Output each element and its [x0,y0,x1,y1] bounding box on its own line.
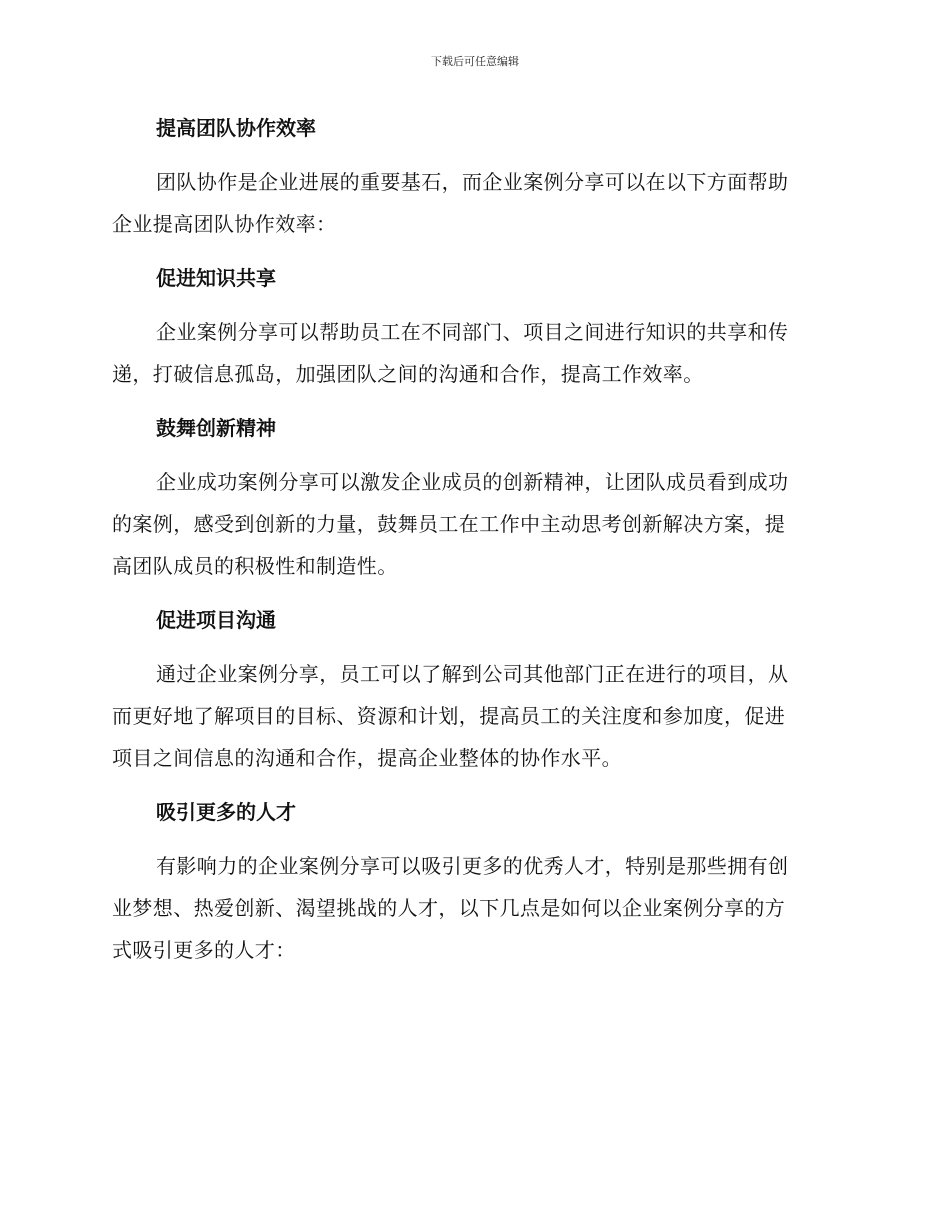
paragraph-line: 项目之间信息的沟通和合作，提高企业整体的协作水平。 [112,746,622,770]
paragraph-line: 通过企业案例分享，员工可以了解到公司其他部门正在进行的项目，从 [156,662,789,686]
paragraph-line: 企业提高团队协作效率： [112,212,337,236]
page-header: 下载后可任意编辑 [431,55,519,68]
paragraph-project-communication [112,653,830,779]
paragraph-line: 团队协作是企业进展的重要基石，而企业案例分享可以在以下方面帮助 [156,170,789,194]
paragraph-team-efficiency [112,161,830,245]
paragraph-line: 高团队成员的积极性和制造性。 [112,554,398,578]
paragraph-innovation [112,461,830,587]
paragraph-line: 企业案例分享可以帮助员工在不同部门、项目之间进行知识的共享和传 [156,320,789,344]
paragraph-attract-talent [112,845,830,971]
paragraph-line: 企业成功案例分享可以激发企业成员的创新精神，让团队成员看到成功 [156,470,789,494]
paragraph-line: 而更好地了解项目的目标、资源和计划，提高员工的关注度和参加度，促进 [112,704,786,728]
section-heading-project-communication: 促进项目沟通 [156,608,276,632]
document-body [112,108,830,971]
paragraph-knowledge-sharing [112,311,830,395]
paragraph-line: 式吸引更多的人才： [112,938,296,962]
paragraph-line: 业梦想、热爱创新、渴望挑战的人才，以下几点是如何以企业案例分享的方 [112,896,786,920]
paragraph-line: 的案例，感受到创新的力量，鼓舞员工在工作中主动思考创新解决方案，提 [112,512,786,536]
paragraph-line: 递，打破信息孤岛，加强团队之间的沟通和合作，提高工作效率。 [112,362,704,386]
section-heading-team-efficiency: 提高团队协作效率 [156,116,316,140]
section-heading-innovation: 鼓舞创新精神 [156,416,276,440]
paragraph-line: 有影响力的企业案例分享可以吸引更多的优秀人才，特别是那些拥有创 [156,854,789,878]
section-heading-attract-talent: 吸引更多的人才 [156,800,296,824]
section-heading-knowledge-sharing: 促进知识共享 [156,266,276,290]
